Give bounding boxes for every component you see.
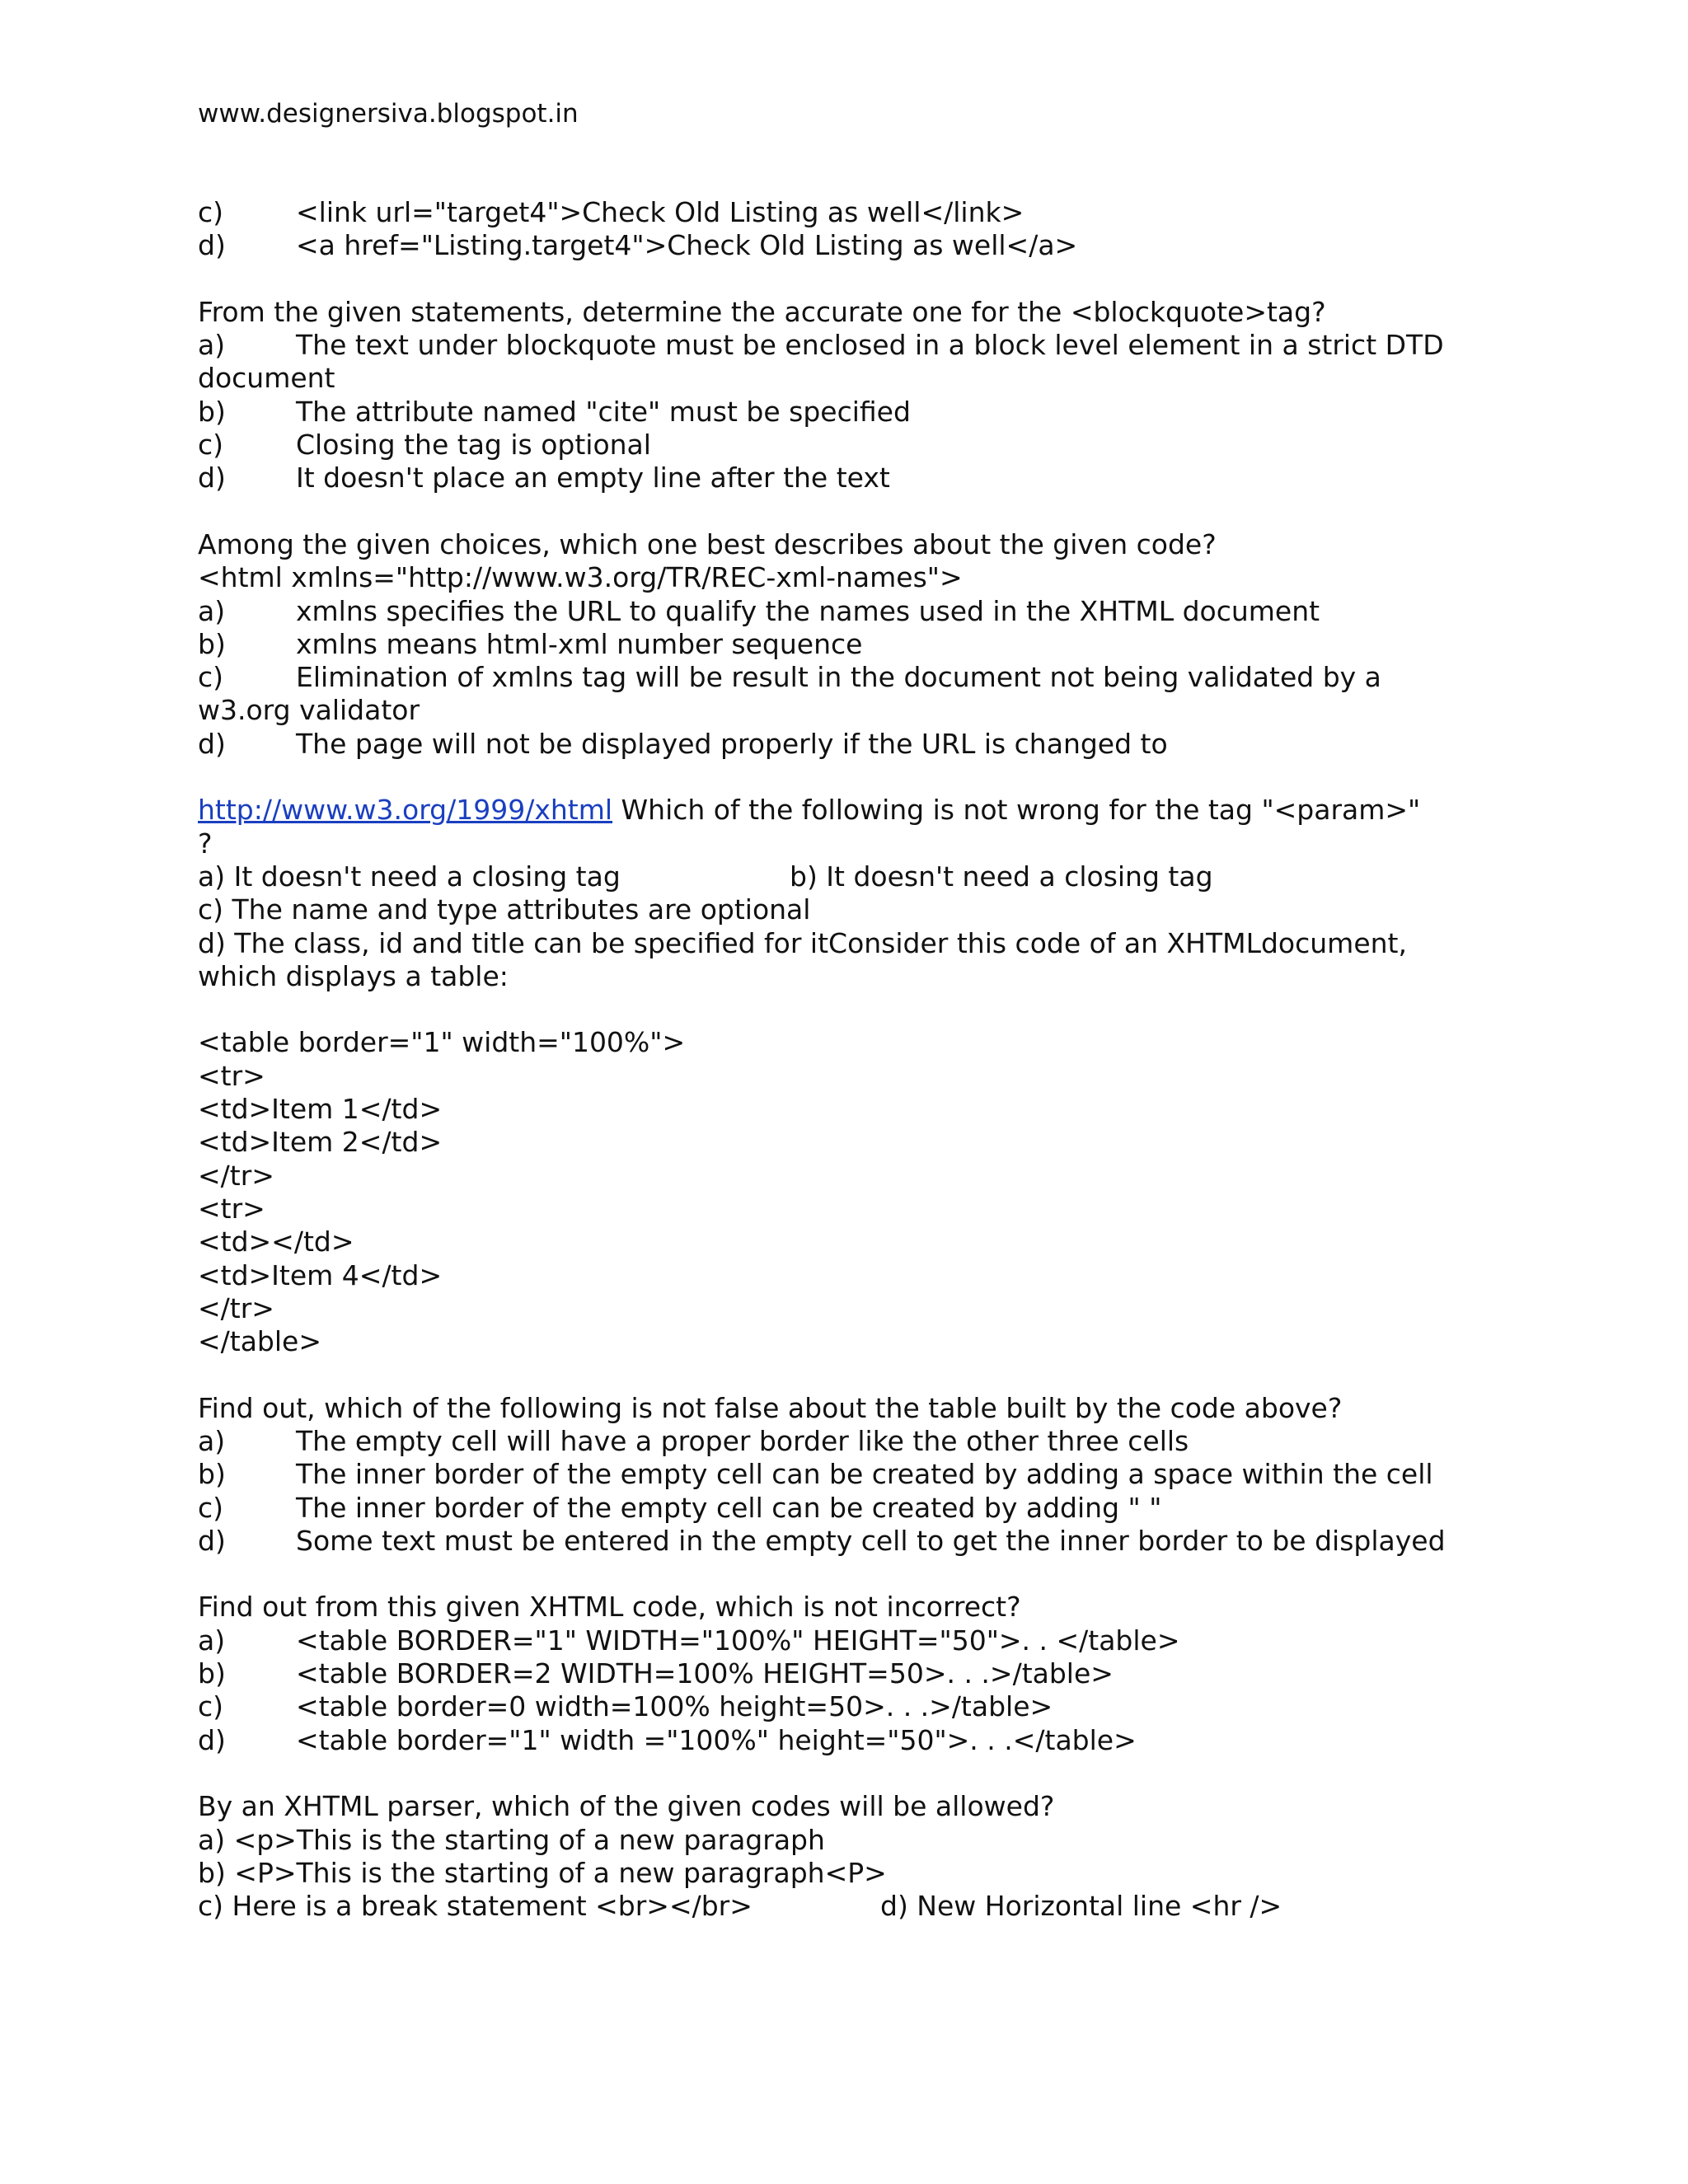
option-label: d) xyxy=(198,1723,226,1756)
option-text: <link url="target4">Check Old Listing as well</link> xyxy=(296,196,1025,228)
spacer xyxy=(198,993,1492,1026)
question-blockquote: From the given statements, determine the accurate one for the <blockquote>tag? xyxy=(198,295,1326,328)
option-a xyxy=(198,595,1492,628)
option-label: a) xyxy=(198,594,226,627)
option-text: xmlns means html-xml number sequence xyxy=(296,627,863,660)
question-xmlns: Among the given choices, which one best describes about the given code? xyxy=(198,527,1217,560)
option-label: c) xyxy=(198,429,224,462)
option-text: <table BORDER="1" WIDTH="100%" HEIGHT="50">. . </table> xyxy=(296,1624,1180,1657)
code-line: <tr> xyxy=(198,1059,265,1092)
option-d xyxy=(198,462,1492,494)
question-table: Find out, which of the following is not false about the table built by the code above? xyxy=(198,1391,1343,1424)
option-d xyxy=(198,1525,1492,1558)
option-label: d) xyxy=(198,462,226,494)
code-line: <td>Item 2</td> xyxy=(198,1126,443,1159)
code-line: <table border="1" width="100%"> xyxy=(198,1026,686,1059)
code-line: <tr> xyxy=(198,1192,265,1225)
option-text: <table BORDER=2 WIDTH=100% HEIGHT=50>. . .>/table> xyxy=(296,1657,1114,1690)
option-d xyxy=(198,1724,1492,1757)
option-c xyxy=(198,661,1492,694)
option-text: The attribute named "cite" must be specified xyxy=(296,395,911,428)
option-b xyxy=(198,628,1492,661)
option-b: b) <P>This is the starting of a new paragraph<P> xyxy=(198,1856,887,1889)
option-text: The page will not be displayed properly if the URL is changed to xyxy=(296,727,1168,760)
option-text: Closing the tag is optional xyxy=(296,429,651,462)
spacer xyxy=(198,1358,1492,1391)
option-label: a) xyxy=(198,1624,226,1657)
spacer xyxy=(198,761,1492,794)
code-line: <td>Item 4</td> xyxy=(198,1258,443,1291)
question-parser: By an XHTML parser, which of the given codes will be allowed? xyxy=(198,1790,1055,1823)
code-line: <td></td> xyxy=(198,1226,354,1258)
option-c xyxy=(198,1690,1492,1723)
option-label: c) xyxy=(198,196,224,228)
option-d: d) The class, id and title can be specified for itConsider this code of an XHTMLdocument, xyxy=(198,926,1407,959)
options-row-ab xyxy=(198,860,1492,893)
option-c xyxy=(198,196,1492,229)
option-text: <table border="1" width ="100%" height="50">. . .</table> xyxy=(296,1723,1137,1756)
options-row-cd xyxy=(198,1890,1492,1923)
option-a: a) <p>This is the starting of a new paragraph xyxy=(198,1823,825,1856)
option-text: xmlns specifies the URL to qualify the names used in the XHTML document xyxy=(296,594,1320,627)
option-b xyxy=(198,1458,1492,1491)
option-d: d) New Horizontal line <hr /> xyxy=(880,1890,1282,1923)
code-snippet: <html xmlns="http://www.w3.org/TR/REC-xml-names"> xyxy=(198,561,963,594)
spacer xyxy=(198,263,1492,296)
option-c-continued: w3.org validator xyxy=(198,694,420,727)
option-text: The empty cell will have a proper border like the other three cells xyxy=(296,1424,1189,1457)
code-line: </tr> xyxy=(198,1159,274,1192)
option-a xyxy=(198,329,1492,362)
spacer xyxy=(198,495,1492,528)
question-param xyxy=(198,794,1492,827)
option-c: c) The name and type attributes are optional xyxy=(198,893,811,926)
code-line: </table> xyxy=(198,1325,321,1358)
option-c: c) Here is a break statement <br></br> xyxy=(198,1890,753,1923)
option-text: The inner border of the empty cell can be created by adding " " xyxy=(296,1491,1162,1524)
option-text: Some text must be entered in the empty cell to get the inner border to be displayed xyxy=(296,1524,1446,1557)
option-label: b) xyxy=(198,395,226,428)
option-text: <table border=0 width=100% height=50>. . .>/table> xyxy=(296,1690,1053,1723)
question-not-incorrect: Find out from this given XHTML code, which is not incorrect? xyxy=(198,1591,1021,1624)
option-label: d) xyxy=(198,1524,226,1557)
option-text: It doesn't place an empty line after the text xyxy=(296,462,890,494)
option-text: The text under blockquote must be enclosed in a block level element in a strict DTD xyxy=(296,329,1444,362)
spacer xyxy=(198,1757,1492,1790)
option-label: b) xyxy=(198,1657,226,1690)
option-d-continued: which displays a table: xyxy=(198,959,509,992)
option-label: a) xyxy=(198,329,226,362)
option-label: c) xyxy=(198,1690,224,1723)
code-line: </tr> xyxy=(198,1291,274,1324)
option-a xyxy=(198,1624,1492,1657)
option-label: d) xyxy=(198,229,226,262)
option-label: a) xyxy=(198,1424,226,1457)
option-label: c) xyxy=(198,661,224,694)
option-text: Elimination of xmlns tag will be result in the document not being validated by a xyxy=(296,661,1381,694)
option-text: <a href="Listing.target4">Check Old Listing as well</a> xyxy=(296,229,1078,262)
option-b xyxy=(198,396,1492,429)
option-label: d) xyxy=(198,727,226,760)
option-c xyxy=(198,1492,1492,1525)
option-a: a) It doesn't need a closing tag xyxy=(198,860,621,893)
option-label: c) xyxy=(198,1491,224,1524)
option-d xyxy=(198,229,1492,262)
option-text: The inner border of the empty cell can be created by adding a space within the cell xyxy=(296,1458,1433,1491)
code-block xyxy=(198,1026,1492,1358)
spacer xyxy=(198,1558,1492,1591)
option-a-continued: document xyxy=(198,362,335,395)
page-header-url: www.designersiva.blogspot.in xyxy=(198,99,579,129)
option-label: b) xyxy=(198,627,226,660)
w3-xhtml-link[interactable]: http://www.w3.org/1999/xhtml xyxy=(198,794,613,827)
document-body xyxy=(198,196,1492,1923)
option-b: b) It doesn't need a closing tag xyxy=(790,860,1213,893)
option-label: b) xyxy=(198,1458,226,1491)
option-b xyxy=(198,1657,1492,1690)
question-param-continued: ? xyxy=(198,827,213,860)
option-c xyxy=(198,429,1492,462)
question-text: Which of the following is not wrong for the tag "<param>" xyxy=(612,794,1421,827)
code-line: <td>Item 1</td> xyxy=(198,1093,443,1126)
option-d xyxy=(198,728,1492,761)
option-a xyxy=(198,1425,1492,1458)
